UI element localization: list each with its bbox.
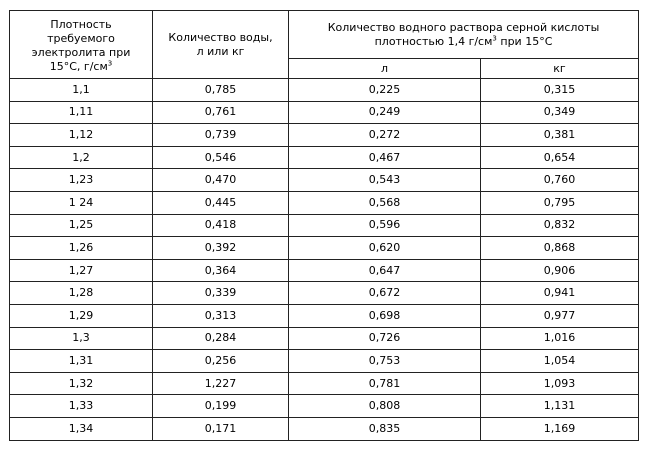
cell-acid-liters: 0,781 [289,372,481,395]
cell-acid-liters: 0,596 [289,214,481,237]
cell-density: 1,26 [10,237,153,260]
cell-water: 1,227 [153,372,289,395]
table-body [10,79,639,441]
cell-water: 0,364 [153,259,289,282]
table-row [10,372,639,395]
cell-water: 0,761 [153,101,289,124]
cell-acid-liters: 0,726 [289,327,481,350]
table-row [10,350,639,373]
cell-acid-liters: 0,835 [289,417,481,440]
table-row [10,259,639,282]
cell-water: 0,256 [153,350,289,373]
cell-water: 0,284 [153,327,289,350]
cell-acid-kg: 0,760 [481,169,639,192]
cell-acid-liters: 0,698 [289,304,481,327]
cell-water: 0,313 [153,304,289,327]
header-water-line: Количество воды, [168,30,273,44]
header-kilograms: кг [481,59,639,79]
table-row [10,395,639,418]
table-row [10,101,639,124]
cell-density: 1,1 [10,79,153,102]
cell-acid-liters: 0,647 [289,259,481,282]
cell-density: 1 24 [10,191,153,214]
table-row [10,237,639,260]
header-density-line: электролита при [31,45,131,59]
header-density-line: 15°C, г/см [49,59,108,73]
header-density [10,11,153,79]
cell-water: 0,339 [153,282,289,305]
cell-acid-kg: 0,654 [481,146,639,169]
cell-density: 1,34 [10,417,153,440]
cell-acid-kg: 0,941 [481,282,639,305]
cell-acid-liters: 0,753 [289,350,481,373]
header-water-line: л или кг [196,44,245,58]
cell-density: 1,12 [10,124,153,147]
cell-acid-liters: 0,620 [289,237,481,260]
table-row [10,282,639,305]
cell-acid-kg: 0,977 [481,304,639,327]
cell-acid-kg: 0,832 [481,214,639,237]
header-water [153,11,289,79]
cell-acid-kg: 0,868 [481,237,639,260]
table-row [10,191,639,214]
cell-density: 1,28 [10,282,153,305]
cell-acid-liters: 0,272 [289,124,481,147]
cell-acid-kg: 1,093 [481,372,639,395]
table-row [10,146,639,169]
header-density-line: Плотность [50,17,112,31]
cell-water: 0,199 [153,395,289,418]
cell-acid-liters: 0,249 [289,101,481,124]
cell-water: 0,785 [153,79,289,102]
cell-acid-liters: 0,543 [289,169,481,192]
cell-water: 0,418 [153,214,289,237]
electrolyte-table [9,10,639,441]
cell-acid-kg: 1,054 [481,350,639,373]
cell-density: 1,31 [10,350,153,373]
cell-water: 0,171 [153,417,289,440]
cell-water: 0,470 [153,169,289,192]
cell-acid-kg: 0,315 [481,79,639,102]
cell-acid-kg: 1,016 [481,327,639,350]
table-row [10,327,639,350]
cell-water: 0,546 [153,146,289,169]
header-acid-line2-prefix: плотностью 1,4 г/см [374,34,493,48]
cell-acid-liters: 0,467 [289,146,481,169]
cell-acid-liters: 0,672 [289,282,481,305]
header-acid-superscript: 3 [492,33,497,42]
cell-density: 1,27 [10,259,153,282]
cell-acid-liters: 0,568 [289,191,481,214]
table-row [10,169,639,192]
cell-density: 1,2 [10,146,153,169]
cell-water: 0,739 [153,124,289,147]
cell-acid-kg: 1,131 [481,395,639,418]
header-acid-line1: Количество водного раствора серной кислоты [327,20,600,34]
table-row [10,417,639,440]
header-acid-solution [289,11,639,59]
cell-acid-kg: 1,169 [481,417,639,440]
cell-water: 0,392 [153,237,289,260]
header-density-superscript: 3 [107,58,113,67]
cell-density: 1,29 [10,304,153,327]
cell-density: 1,23 [10,169,153,192]
header-density-line: требуемого [47,31,115,45]
cell-density: 1,33 [10,395,153,418]
table-row [10,79,639,102]
cell-density: 1,25 [10,214,153,237]
table-row [10,214,639,237]
cell-density: 1,3 [10,327,153,350]
cell-acid-kg: 0,381 [481,124,639,147]
cell-acid-kg: 0,795 [481,191,639,214]
cell-acid-liters: 0,225 [289,79,481,102]
cell-acid-liters: 0,808 [289,395,481,418]
cell-water: 0,445 [153,191,289,214]
cell-density: 1,11 [10,101,153,124]
table-row [10,124,639,147]
cell-acid-kg: 0,349 [481,101,639,124]
table-row [10,304,639,327]
header-acid-line2-suffix: при 15°C [496,34,553,48]
cell-acid-kg: 0,906 [481,259,639,282]
cell-density: 1,32 [10,372,153,395]
header-liters: л [289,59,481,79]
